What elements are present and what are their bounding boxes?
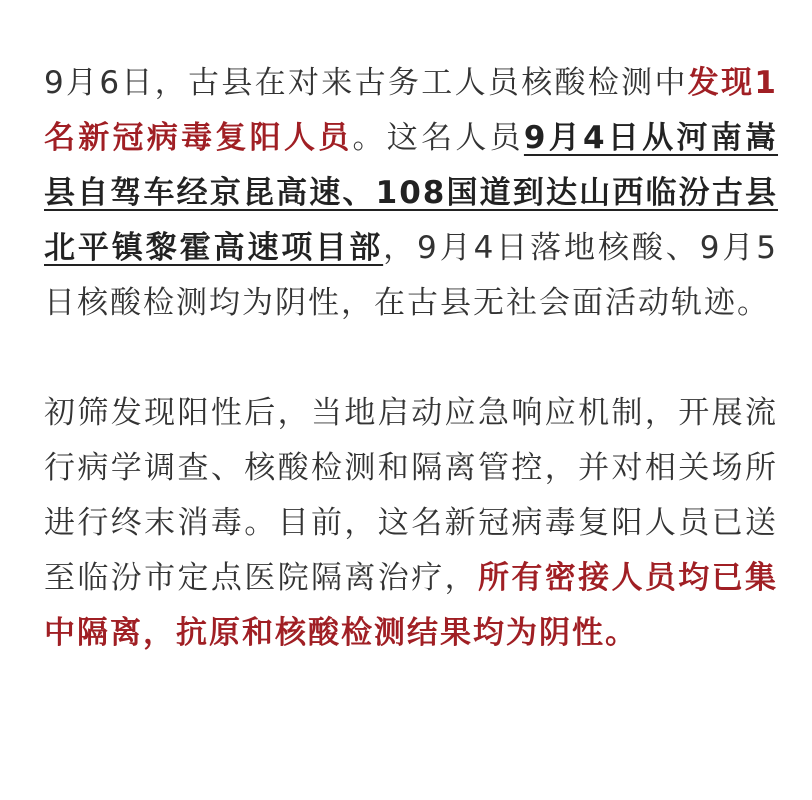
p1-highlight: 发现1名新冠病毒复阳人员 <box>44 65 778 156</box>
p2-highlight: 所有密接人员均已集中隔离，抗原和核酸检测结果均为阴性。 <box>44 560 778 651</box>
p1-underlined-route: 9月4日从河南嵩县自驾车经京昆高速、108国道到达山西临汾古县北平镇黎霍高速项目部 <box>44 120 779 266</box>
p2-text-1: 初筛发现阳性后，当地启动应急响应机制，开展流行病学调查、核酸检测和隔离管控，并对相关场所进行终末消毒。目前，这名新冠病毒复阳人员已送至临汾市定点医院隔离治疗， <box>44 395 778 596</box>
p1-text-2: 。这名人员 <box>352 120 524 156</box>
paragraph-1 <box>44 0 778 331</box>
p1-text-3: ，9月4日落地核酸、9月5日核酸检测均为阴性，在古县无社会面活动轨迹。 <box>44 230 778 321</box>
paragraph-2 <box>44 386 778 661</box>
p1-text-1: 9月6日，古县在对来古务工人员核酸检测中 <box>44 65 688 101</box>
